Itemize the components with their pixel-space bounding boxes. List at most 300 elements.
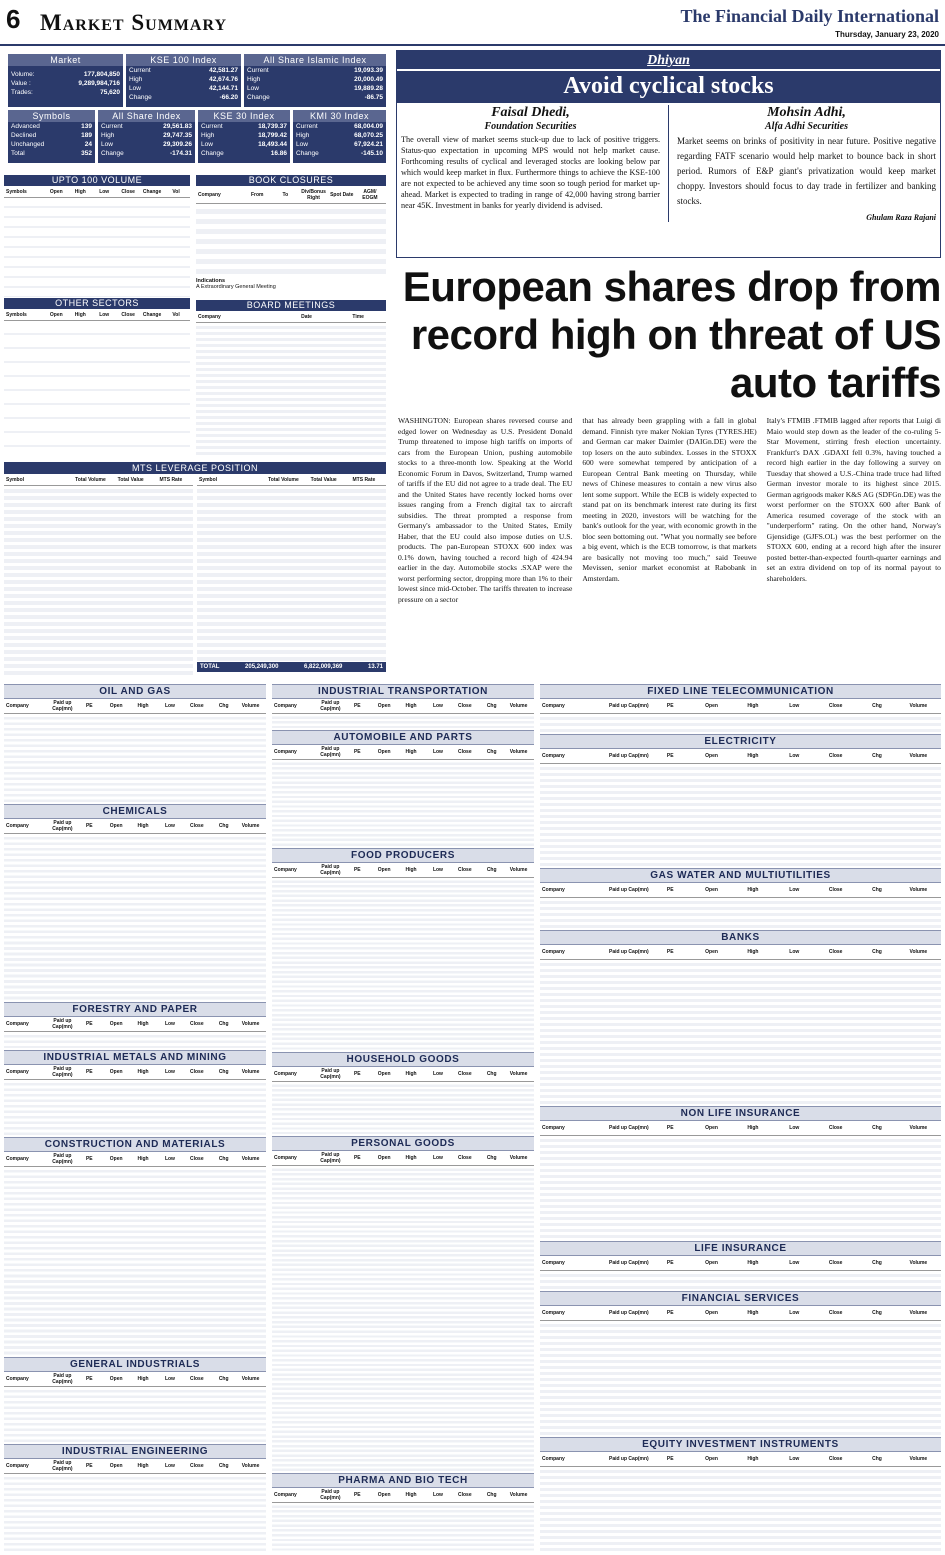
mts-table — [4, 462, 386, 688]
dhiyan-byline: Ghulam Raza Rajani — [866, 213, 936, 222]
col-header: Close — [121, 188, 135, 195]
col-header: Volume — [241, 1375, 260, 1382]
col-header: High — [747, 1259, 759, 1266]
stat-label: High — [101, 132, 115, 139]
sector-column-header — [540, 1256, 941, 1271]
col-header: Open — [109, 1020, 123, 1027]
stat-label: Low — [129, 85, 141, 92]
sector-table — [540, 1241, 941, 1289]
col-header: Paid up Cap(mn) — [608, 1309, 649, 1316]
col-header: Close — [828, 949, 843, 956]
sector-column-header — [4, 699, 266, 714]
sector-rows — [540, 1467, 941, 1551]
col-header: Low — [432, 1492, 443, 1499]
sector-title: GENERAL INDUSTRIALS — [4, 1357, 266, 1372]
story-column-3: Italy's FTMIB .FTMIB lagged after reports that Luigi di Maio would step down as the leader of the co-ruling 5-Star Movement, stirring fresh election uncertainty. Frankfurt's DAX .GDAXI fell 0.3%, having touched a record high earlier in the day following a survey on Tuesday that showed a U.S.-China trade truce had lifted German investor morale to its highest since 2015. German agrigoods maker K&S AG (SDFGn.DE) was the worst performer on the STOXX 600 after Bank of America resumed coverage of the stock with an "underperform" rating. On the other hand, Norway's Gjensidige (GJFS.OL) was the best performer on the STOXX 600, ending at a record high after the insurer posted better-than-expected fourth-quarter earnings and set an extra dividend on top of its normal payout to shareholders. — [766, 416, 941, 583]
col-header: Chg — [218, 1375, 229, 1382]
col-header: Open — [377, 749, 391, 756]
stat-label: Current — [247, 67, 269, 74]
sector-title: FOOD PRODUCERS — [272, 848, 534, 863]
sector-table — [4, 1444, 266, 1551]
col-header: Paid up Cap(mn) — [52, 1153, 73, 1166]
kmi30-box — [293, 110, 386, 163]
col-header: Volume — [509, 867, 528, 874]
col-header: Paid up Cap(mn) — [320, 700, 341, 712]
col-header: Chg — [218, 703, 229, 709]
sector-column-header — [4, 1017, 266, 1032]
col-header: Spot Date — [330, 191, 354, 198]
stat-label: Low — [296, 141, 308, 148]
col-header: High — [137, 1020, 149, 1027]
col-header: Volume — [909, 1125, 928, 1132]
col-header: Open — [109, 823, 123, 830]
col-header: Paid up Cap(mn) — [52, 820, 73, 833]
book-closures-note: A Extraordinary General Meeting — [196, 284, 276, 290]
col-header: Low — [789, 949, 800, 956]
col-header: PE — [353, 703, 361, 709]
col-header: Close — [458, 1492, 472, 1499]
sector-column-header — [272, 863, 534, 878]
sector-title: INDUSTRIAL ENGINEERING — [4, 1444, 266, 1459]
col-header: Chg — [486, 703, 497, 709]
sector-table — [272, 1052, 534, 1134]
sector-rows — [4, 714, 266, 802]
col-header: Volume — [909, 753, 928, 760]
sector-column-header — [272, 1067, 534, 1082]
col-header: Time — [352, 313, 364, 320]
col-header: Open — [377, 867, 391, 874]
other-sectors-rows — [4, 321, 190, 458]
col-header: High — [74, 311, 86, 318]
col-header: High — [747, 1125, 759, 1132]
sector-table — [540, 684, 941, 732]
col-header: Close — [828, 1309, 843, 1316]
symbols-title: Symbols — [8, 110, 95, 122]
stat-value: 18,799.42 — [258, 132, 287, 139]
col-header: Company — [542, 887, 565, 894]
stat-label: Change — [201, 150, 224, 157]
col-header: High — [74, 188, 86, 195]
analyst-org: Alfa Adhi Securities — [765, 121, 848, 132]
mts-total-rate: 13.71 — [367, 664, 383, 670]
stat-value: 20,000.49 — [354, 76, 383, 83]
sector-rows — [272, 878, 534, 1050]
sector-table — [4, 1137, 266, 1354]
stat-value: 189 — [81, 132, 92, 139]
col-header: Low — [789, 1125, 800, 1132]
analyst-column-2 — [677, 105, 936, 222]
stat-label: Low — [101, 141, 113, 148]
col-header: Low — [789, 753, 800, 760]
stat-label: High — [296, 132, 310, 139]
stat-value: 68,070.25 — [354, 132, 383, 139]
col-header: Close — [828, 753, 843, 760]
stat-label: Current — [129, 67, 151, 74]
col-header: Company — [274, 1070, 297, 1077]
col-header: Vol — [172, 188, 180, 195]
col-header: Open — [109, 1375, 123, 1382]
market-box — [8, 54, 123, 107]
col-header: Company — [6, 1020, 29, 1027]
col-header: Volume — [509, 1070, 528, 1077]
upto100-table — [4, 175, 190, 297]
col-header: Chg — [872, 887, 882, 894]
sector-rows — [4, 1387, 266, 1442]
stat-label: Change — [101, 150, 124, 157]
col-header: Open — [705, 1125, 718, 1132]
col-header: Change — [142, 311, 162, 318]
col-header: Close — [190, 1020, 204, 1027]
mts-total-label: TOTAL — [200, 664, 220, 670]
sector-title: ELECTRICITY — [540, 734, 941, 749]
col-header: Volume — [509, 703, 528, 709]
stat-label: Unchanged — [11, 141, 45, 148]
col-header: Symbol — [199, 476, 218, 483]
kse100-title: KSE 100 Index — [126, 54, 241, 66]
kse100-box — [126, 54, 241, 107]
col-header: Low — [164, 1375, 175, 1382]
col-header: Chg — [218, 1462, 229, 1469]
sector-table — [272, 1473, 534, 1551]
col-header: Paid up Cap(mn) — [52, 1017, 73, 1030]
sector-title: OIL AND GAS — [4, 684, 266, 699]
sector-table — [4, 1357, 266, 1442]
sector-column-header — [4, 1152, 266, 1167]
sector-title: BANKS — [540, 930, 941, 945]
dhiyan-box — [396, 50, 941, 258]
col-header: Volume — [909, 1309, 928, 1316]
sector-rows — [272, 1166, 534, 1471]
stat-label: Change — [129, 94, 152, 101]
col-header: Paid up Cap(mn) — [320, 746, 341, 759]
col-header: Close — [828, 1455, 843, 1462]
col-header: Open — [377, 1155, 391, 1162]
sector-rows — [4, 1474, 266, 1551]
col-header: Chg — [218, 1020, 229, 1027]
col-header: Company — [6, 1375, 29, 1382]
stat-label: Change — [296, 150, 319, 157]
other-sectors-title: OTHER SECTORS — [4, 298, 190, 309]
paper-name: The Financial Daily International — [680, 6, 939, 26]
sector-column-header — [4, 1459, 266, 1474]
col-header: Volume — [241, 1020, 260, 1027]
stat-value: 29,747.35 — [163, 132, 192, 139]
col-header: Paid up Cap(mn) — [52, 1066, 73, 1079]
col-header: MTS Rate — [352, 476, 376, 483]
col-header: Company — [6, 1462, 29, 1469]
col-header: Company — [542, 703, 565, 709]
col-header: High — [405, 1155, 417, 1162]
col-header: Close — [190, 1156, 204, 1163]
col-header: PE — [353, 867, 361, 874]
col-header: Volume — [241, 1069, 260, 1076]
sector-column-header — [540, 749, 941, 764]
col-header: Chg — [486, 1155, 497, 1162]
stat-value: 24 — [84, 141, 92, 148]
col-header: Open — [109, 1156, 123, 1163]
sector-column-left — [4, 684, 266, 1553]
col-header: Open — [109, 703, 123, 709]
col-header: High — [747, 703, 759, 709]
sector-title: PERSONAL GOODS — [272, 1136, 534, 1151]
analyst-column-1 — [401, 105, 660, 222]
col-header: Symbols — [6, 188, 27, 195]
col-header: PE — [85, 703, 93, 709]
sector-title: HOUSEHOLD GOODS — [272, 1052, 534, 1067]
col-header: Low — [789, 703, 800, 709]
col-header: Paid up Cap(mn) — [608, 887, 649, 894]
col-header: High — [137, 823, 149, 830]
analyst-name: Faisal Dhedi, — [491, 105, 570, 120]
stat-value: -86.75 — [364, 94, 383, 101]
sector-column-header — [272, 1151, 534, 1166]
col-header: PE — [666, 1125, 674, 1132]
col-header: PE — [666, 1455, 674, 1462]
stat-value: 352 — [81, 150, 92, 157]
col-header: Volume — [909, 1259, 928, 1266]
col-header: Open — [109, 1069, 123, 1076]
stat-value: 177,804,850 — [83, 71, 120, 78]
col-header: Chg — [872, 753, 882, 760]
col-header: Company — [274, 703, 297, 709]
mts-total-row — [197, 662, 386, 672]
sector-column-header — [4, 1065, 266, 1080]
all-share-islamic-box — [244, 54, 386, 107]
stat-value: 29,561.83 — [163, 123, 192, 130]
sector-table — [4, 1002, 266, 1049]
col-header: Open — [705, 887, 718, 894]
stat-label: Low — [201, 141, 213, 148]
col-header: Chg — [486, 1070, 497, 1077]
col-header: High — [137, 1375, 149, 1382]
col-header: Open — [377, 1070, 391, 1077]
col-header: Open — [705, 703, 718, 709]
col-header: Open — [705, 949, 718, 956]
col-header: Low — [432, 703, 443, 709]
sector-table — [540, 1106, 941, 1238]
col-header: Paid up Cap(mn) — [320, 1489, 341, 1502]
col-header: Volume — [909, 703, 928, 709]
all-share-title: All Share Index — [98, 110, 195, 122]
sector-title: GAS WATER AND MULTIUTILITIES — [540, 868, 941, 883]
col-header: Close — [190, 703, 204, 709]
stat-value: 68,004.09 — [354, 123, 383, 130]
other-sectors-table — [4, 298, 190, 458]
sector-rows — [540, 764, 941, 866]
col-header: Company — [274, 749, 297, 756]
col-header: Total Value — [117, 476, 144, 483]
col-header: Volume — [909, 887, 928, 894]
sector-table — [540, 868, 941, 928]
col-header: Low — [789, 1309, 800, 1316]
upto100-rows — [4, 198, 190, 297]
sector-table — [540, 930, 941, 1104]
col-header: PE — [85, 1069, 93, 1076]
stat-value: 67,924.21 — [354, 141, 383, 148]
col-header: Company — [198, 313, 221, 320]
col-header: Volume — [509, 749, 528, 756]
col-header: Low — [164, 1156, 175, 1163]
col-header: Total Volume — [75, 476, 106, 483]
stat-label: Declined — [11, 132, 37, 139]
stat-value: 18,493.44 — [258, 141, 287, 148]
sector-title: NON LIFE INSURANCE — [540, 1106, 941, 1121]
col-header: Low — [164, 1462, 175, 1469]
stat-value: -66.20 — [219, 94, 238, 101]
sector-table — [272, 684, 534, 728]
col-header: Company — [542, 1455, 565, 1462]
sector-title: INDUSTRIAL METALS AND MINING — [4, 1050, 266, 1065]
sector-column-header — [272, 1488, 534, 1503]
col-header: Open — [705, 1259, 718, 1266]
col-header: High — [405, 749, 417, 756]
stat-value: 19,889.28 — [354, 85, 383, 92]
col-header: Low — [432, 1070, 443, 1077]
col-header: Company — [274, 867, 297, 874]
sector-title: CHEMICALS — [4, 804, 266, 819]
col-header: Paid up Cap(mn) — [320, 1152, 341, 1165]
sector-column-header — [540, 883, 941, 898]
page-header — [0, 0, 945, 46]
col-header: High — [405, 703, 417, 709]
col-header: Volume — [509, 1155, 528, 1162]
stat-value: 9,289,984,716 — [78, 80, 120, 87]
section-title: Market Summary — [40, 10, 228, 35]
sector-title: LIFE INSURANCE — [540, 1241, 941, 1256]
col-header: AGM/ EOGM — [362, 188, 378, 201]
col-header: Low — [789, 1259, 800, 1266]
stat-label: Low — [247, 85, 259, 92]
col-header: Paid up Cap(mn) — [608, 949, 649, 956]
stat-label: High — [201, 132, 215, 139]
col-header: PE — [666, 949, 674, 956]
islamic-title: All Share Islamic Index — [244, 54, 386, 66]
stat-label: Total — [11, 150, 25, 157]
col-header: Volume — [241, 823, 260, 830]
stat-label: Volume: — [11, 71, 35, 78]
sector-rows — [4, 1032, 266, 1049]
col-header: Chg — [218, 1156, 229, 1163]
board-meetings-title: BOARD MEETINGS — [196, 300, 386, 311]
col-header: Paid up Cap(mn) — [608, 1455, 649, 1462]
col-header: Paid up Cap(mn) — [320, 864, 341, 877]
col-header: Symbols — [6, 311, 27, 318]
sector-table — [272, 1136, 534, 1471]
col-header: Low — [432, 867, 443, 874]
col-header: Open — [49, 188, 63, 195]
stat-value: -145.10 — [360, 150, 383, 157]
story-body — [398, 416, 941, 686]
col-header: Company — [198, 191, 221, 198]
sector-rows — [4, 1080, 266, 1135]
sector-rows — [272, 1082, 534, 1134]
col-header: Paid up Cap(mn) — [52, 1459, 73, 1472]
book-closures-title: BOOK CLOSURES — [196, 175, 386, 186]
col-header: PE — [85, 823, 93, 830]
sector-title: FORESTRY AND PAPER — [4, 1002, 266, 1017]
upto100-header — [4, 186, 190, 198]
col-header: Close — [458, 1155, 472, 1162]
sector-title: FINANCIAL SERVICES — [540, 1291, 941, 1306]
col-header: Close — [458, 1070, 472, 1077]
col-header: Low — [164, 823, 175, 830]
mts-rows-left — [4, 486, 193, 676]
col-header: Company — [542, 753, 565, 760]
col-header: Chg — [218, 823, 229, 830]
board-meetings-table — [196, 300, 386, 458]
book-closures-table — [196, 175, 386, 295]
all-share-box — [98, 110, 195, 163]
col-header: Chg — [218, 1069, 229, 1076]
mts-header-left — [4, 474, 193, 486]
stat-label: Change — [247, 94, 270, 101]
col-header: Paid up Cap(mn) — [320, 1067, 341, 1080]
book-closures-header — [196, 186, 386, 204]
col-header: Close — [190, 1375, 204, 1382]
col-header: Volume — [241, 1156, 260, 1163]
sector-rows — [272, 1503, 534, 1551]
col-header: PE — [666, 1259, 674, 1266]
book-closures-indications: Indications — [196, 278, 226, 284]
col-header: PE — [353, 1070, 361, 1077]
col-header: Chg — [872, 1259, 882, 1266]
col-header: Open — [705, 753, 718, 760]
col-header: High — [405, 867, 417, 874]
col-header: Close — [828, 1259, 843, 1266]
col-header: PE — [85, 1462, 93, 1469]
col-header: Vol — [172, 311, 180, 318]
col-header: Company — [542, 949, 565, 956]
col-header: PE — [666, 703, 674, 709]
col-header: PE — [666, 887, 674, 894]
other-sectors-header — [4, 309, 190, 321]
sector-column-header — [540, 1121, 941, 1136]
col-header: Open — [377, 703, 391, 709]
stat-label: Trades: — [11, 89, 33, 96]
stat-label: Value : — [11, 80, 31, 87]
kmi30-title: KMI 30 Index — [293, 110, 386, 122]
col-header: Close — [458, 703, 472, 709]
col-header: Close — [458, 867, 472, 874]
col-header: Chg — [872, 1125, 882, 1132]
col-header: PE — [85, 1375, 93, 1382]
sector-table — [272, 848, 534, 1050]
stat-label: Current — [201, 123, 223, 130]
stat-value: 42,581.27 — [209, 67, 238, 74]
col-header: Chg — [872, 949, 882, 956]
analyst-org: Foundation Securities — [484, 121, 577, 132]
header-date: Thursday, January 23, 2020 — [835, 30, 939, 39]
sector-column-header — [4, 819, 266, 834]
sector-rows — [272, 760, 534, 846]
col-header: Chg — [872, 1309, 882, 1316]
col-header: Low — [789, 1455, 800, 1462]
col-header: PE — [85, 1156, 93, 1163]
analyst-comment: The overall view of market seems stuck-up due to lack of positive triggers. Status-quo expectation in upcoming MPS would not help market cause. Forthcoming results of cyclical and leveraged stocks are looking below par which would keep market in flux. Furthermore things to achieve the KSE-100 are not expected to be achieved any time soon so tough period for market up-ahead. Market is expected to trading in range of 42,000 having strong barrier near 45K. Investment in banks for yearly dividend is advised. — [401, 135, 660, 210]
col-header: Low — [789, 887, 800, 894]
board-meetings-rows — [196, 323, 386, 458]
col-header: Company — [542, 1309, 565, 1316]
col-header: Chg — [486, 1492, 497, 1499]
page-number: 6 — [6, 4, 21, 34]
col-header: Paid up Cap(mn) — [52, 700, 73, 712]
stat-label: Advanced — [11, 123, 40, 130]
stat-value: 18,739.37 — [258, 123, 287, 130]
mts-total-volume: 205,249,300 — [245, 664, 279, 670]
mts-header-right — [197, 474, 386, 486]
col-header: Company — [542, 1259, 565, 1266]
stat-value: -174.31 — [169, 150, 192, 157]
